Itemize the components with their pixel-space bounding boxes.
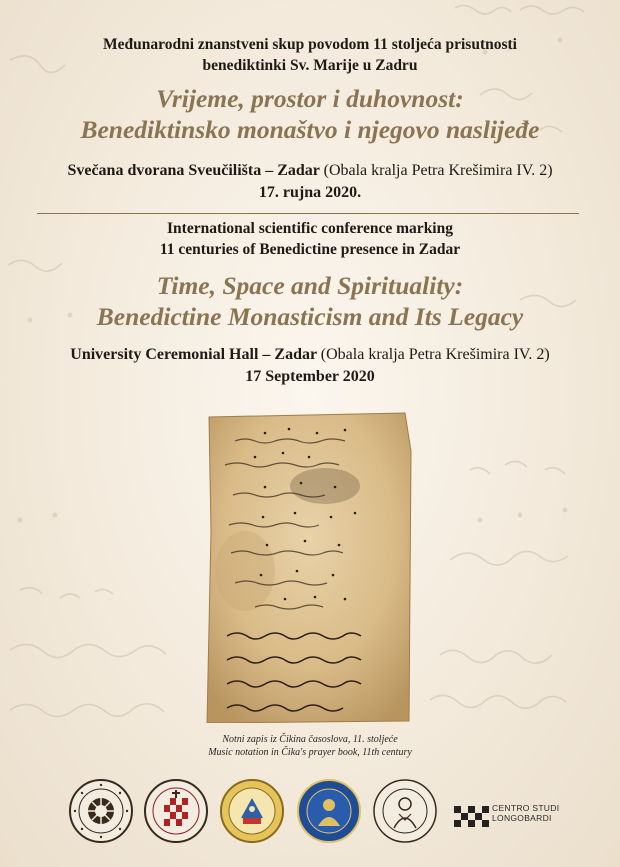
- centro-studi-longobardi-logo-icon: [452, 798, 490, 836]
- english-date: 17 September 2020: [245, 368, 375, 385]
- english-intro-line-1: International scientific conference marking: [167, 220, 453, 237]
- centro-studi-longobardi-name: [492, 803, 559, 823]
- croatian-intro: [0, 34, 620, 76]
- croatian-venue-date: [0, 160, 620, 204]
- zadar-university-blue-seal-icon: [296, 778, 362, 844]
- zadar-university-seal-icon: [219, 778, 285, 844]
- croatian-venue-address: (Obala kralja Petra Krešimira IV. 2): [323, 162, 553, 179]
- english-venue-name: University Ceremonial Hall – Zadar: [70, 346, 317, 363]
- english-intro: [0, 218, 620, 260]
- image-caption-line-2: Music notation in Čika's prayer book, 11th century: [208, 747, 412, 758]
- image-caption-line-1: Notni zapis iz Čikina časoslova, 11. stoljeće: [222, 734, 398, 745]
- manuscript-page-image: [205, 411, 415, 723]
- image-caption: [0, 733, 620, 759]
- english-title: [0, 270, 620, 332]
- croatian-intro-line-2: benediktinki Sv. Marije u Zadru: [202, 57, 418, 74]
- english-title-line-1: Time, Space and Spirituality:: [156, 271, 464, 300]
- croatian-venue: [0, 160, 620, 182]
- croatian-date: 17. rujna 2020.: [258, 184, 362, 201]
- split-university-seal-icon: [143, 778, 209, 844]
- partner-name-line-1: CENTRO STUDI: [492, 803, 560, 813]
- croatian-venue-name: Svečana dvorana Sveučilišta – Zadar: [67, 162, 320, 179]
- croatian-title-line-1: Vrijeme, prostor i duhovnost:: [156, 84, 464, 113]
- partner-name-line-2: LONGOBARDI: [492, 813, 552, 823]
- section-divider: [37, 213, 579, 214]
- croatian-title: [0, 83, 620, 145]
- english-venue-date: [0, 344, 620, 388]
- english-venue: [0, 344, 620, 366]
- florence-university-seal-icon: [372, 778, 438, 844]
- english-intro-line-2: 11 centuries of Benedictine presence in Zadar: [159, 241, 461, 258]
- benedictine-sisters-seal-icon: [68, 778, 134, 844]
- croatian-title-line-2: Benediktinsko monaštvo i njegovo naslijeđe: [80, 115, 540, 144]
- english-title-line-2: Benedictine Monasticism and Its Legacy: [96, 302, 524, 331]
- croatian-intro-line-1: Međunarodni znanstveni skup povodom 11 stoljeća prisutnosti: [103, 36, 517, 53]
- english-venue-address: (Obala kralja Petra Krešimira IV. 2): [320, 346, 550, 363]
